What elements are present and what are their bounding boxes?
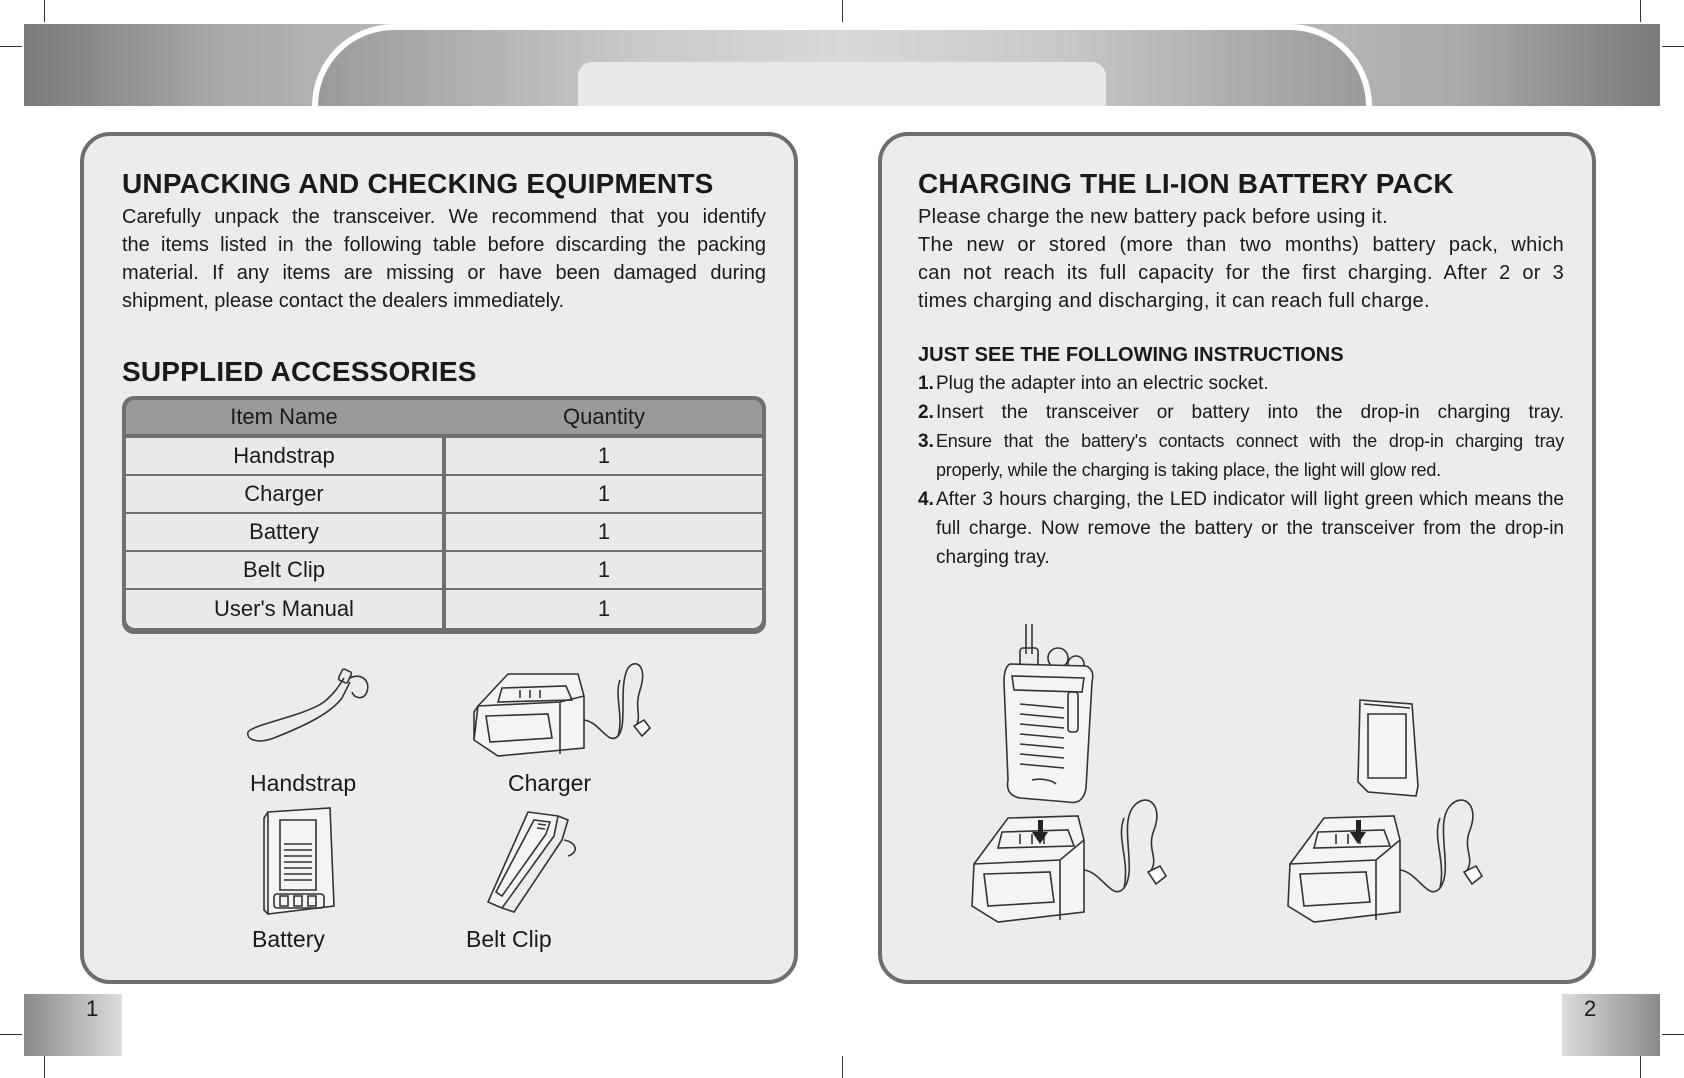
page-number-right: 2	[1584, 996, 1597, 1021]
instruction-step	[918, 398, 1564, 427]
charger-icon	[468, 656, 652, 766]
instruction-step	[918, 369, 1564, 398]
step-number: 1.	[918, 373, 934, 394]
battery-icon	[260, 806, 338, 920]
unpacking-paragraph	[122, 203, 766, 315]
column-header-item-name: Item Name	[230, 404, 338, 429]
instruction-step	[918, 427, 1564, 485]
page-number-left: 1	[86, 996, 99, 1021]
table-cell-name: Handstrap	[126, 438, 442, 474]
step-number: 4.	[918, 489, 934, 510]
unpacking-title: UNPACKING AND CHECKING EQUIPMENTS	[122, 168, 714, 199]
step-text: Insert the transceiver or battery into the drop-in charging tray.	[936, 402, 1564, 423]
caption-battery: Battery	[252, 926, 325, 952]
page-number-box-right	[1562, 994, 1660, 1056]
unpacking-line: the items listed in the following table before discarding the packing	[122, 234, 766, 256]
header-tab	[578, 62, 1106, 106]
charging-intro	[918, 203, 1564, 315]
intro-line: can not reach its full capacity for the first charging. After 2 or 3	[918, 262, 1564, 284]
instruction-list	[918, 369, 1564, 572]
belt-clip-icon	[484, 808, 582, 912]
table-cell-qty: 1	[446, 552, 762, 588]
step-text: After 3 hours charging, the LED indicator will light green which means the full charge. Now remove the battery or the transceiver from the drop-in charging tray.	[936, 489, 1564, 568]
page-number-box-left	[24, 994, 122, 1056]
accessories-title: SUPPLIED ACCESSORIES	[122, 356, 477, 387]
table-cell-name: Belt Clip	[126, 552, 442, 588]
table-cell-name: Charger	[126, 476, 442, 512]
radio-in-charger-icon	[968, 620, 1198, 930]
intro-line: The new or stored (more than two months) battery pack, which	[918, 234, 1564, 256]
step-number: 3.	[918, 431, 934, 452]
table-cell-qty: 1	[446, 514, 762, 550]
battery-in-charger-icon	[1284, 696, 1514, 930]
unpacking-line: Carefully unpack the transceiver. We recommend that you identify	[122, 206, 766, 228]
handstrap-icon	[244, 668, 374, 748]
intro-line: times charging and discharging, it can reach full charge.	[918, 290, 1430, 312]
caption-handstrap: Handstrap	[250, 770, 357, 796]
instruction-step	[918, 485, 1564, 572]
step-text: Ensure that the battery's contacts connect with the drop-in charging tray properly, while the charging is taking place, the light will glow red.	[936, 431, 1564, 480]
table-cell-name: Battery	[126, 514, 442, 550]
accessories-table	[122, 396, 766, 634]
charging-title: CHARGING THE LI-ION BATTERY PACK	[918, 168, 1454, 199]
column-header-quantity: Quantity	[563, 404, 645, 429]
unpacking-line: shipment, please contact the dealers immediately.	[122, 290, 565, 312]
table-cell-name: User's Manual	[126, 590, 442, 628]
table-cell-qty: 1	[446, 590, 762, 628]
table-cell-qty: 1	[446, 476, 762, 512]
step-number: 2.	[918, 402, 934, 423]
caption-belt-clip: Belt Clip	[466, 926, 552, 952]
table-cell-qty: 1	[446, 438, 762, 474]
instructions-heading: JUST SEE THE FOLLOWING INSTRUCTIONS	[918, 344, 1344, 366]
step-text: Plug the adapter into an electric socket.	[936, 373, 1269, 394]
unpacking-line: material. If any items are missing or have been damaged during	[122, 262, 766, 284]
caption-charger: Charger	[508, 770, 592, 796]
intro-line: Please charge the new battery pack before using it.	[918, 206, 1389, 228]
